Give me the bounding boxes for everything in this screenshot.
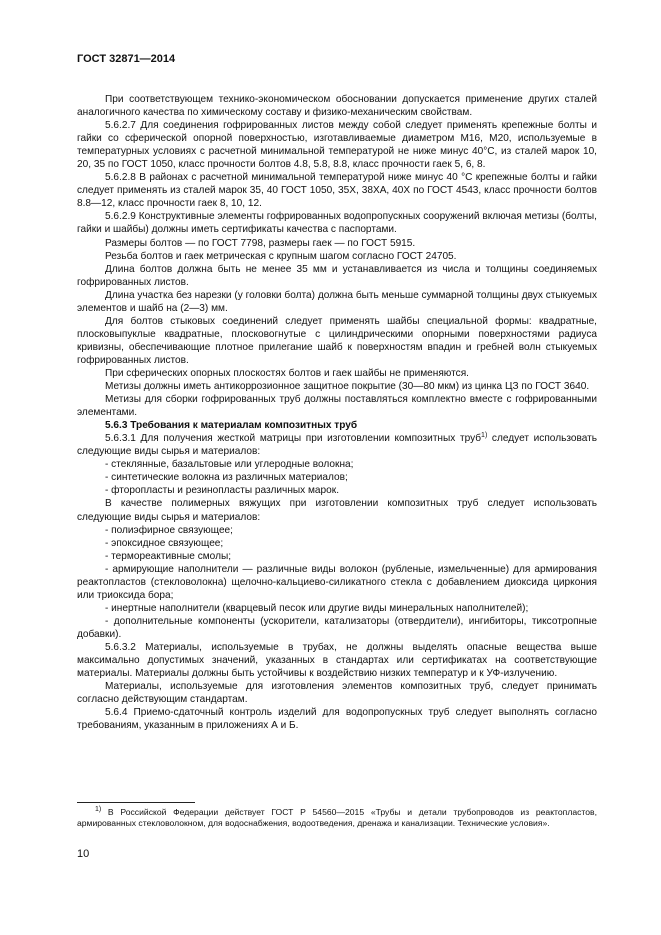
- paragraph-with-footnote: [77, 432, 597, 458]
- footnote-reference: 1): [481, 432, 488, 440]
- footnote-divider: [77, 802, 195, 803]
- list-item: - синтетические волокна из различных материалов;: [105, 472, 348, 484]
- footnote-body: В Российской Федерации действует ГОСТ Р 54560—2015 «Трубы и детали трубопроводов из реактопластов, армированных стекловолокном, для водоснабжения, водоотведения, дренажа и канализации. Технические условия».: [77, 807, 597, 829]
- list-item: - дополнительные компоненты (ускорители, катализаторы (отвердители), ингибиторы, тиксотропные добавки).: [77, 615, 597, 640]
- paragraph-text: 5.6.3.1 Для получения жесткой матрицы при изготовлении композитных труб: [105, 433, 482, 445]
- footnote-mark: 1): [95, 806, 102, 813]
- paragraph: Длина болтов должна быть не менее 35 мм и устанавливается из числа и толщины соединяемых гофрированных листов.: [77, 263, 597, 288]
- paragraph: 5.6.2.8 В районах с расчетной минимальной температурой ниже минус 40 °С крепежные болты и гайки следует применять из сталей марок 35, 40 ГОСТ 1050, 35Х, 38ХА, 40Х по ГОСТ 4543, класс прочности болтов 8.8—12, класс прочности гаек 8, 10, 12.: [77, 172, 597, 210]
- footnote: [77, 807, 597, 829]
- paragraph: 5.6.2.9 Конструктивные элементы гофрированных водопропускных сооружений включая метизы (болты, гайки и шайбы) должны иметь сертификаты качества с паспортами.: [77, 211, 597, 236]
- paragraph: В качестве полимерных вяжущих при изготовлении композитных труб следует использовать следующие виды сырья и материалов:: [77, 498, 597, 523]
- document-body: [77, 93, 597, 732]
- list-item: - эпоксидное связующее;: [105, 537, 224, 549]
- paragraph: При сферических опорных плоскостях болтов и гаек шайбы не применяются.: [105, 367, 469, 379]
- list-item: - стеклянные, базальтовые или углеродные волокна;: [105, 459, 354, 471]
- paragraph: 5.6.3.2 Материалы, используемые в трубах, не должны выделять опасные вещества выше максимально допустимых значений, указанных в стандартах или сертификатах на соответствующие материалы. Материалы должны быть устойчивы к воздействию низких температур и к УФ-излучению.: [77, 641, 597, 680]
- list-item: - инертные наполнители (кварцевый песок или другие виды минеральных наполнителей);: [105, 602, 529, 614]
- section-heading: 5.6.3 Требования к материалам композитных труб: [105, 420, 358, 432]
- page-number: 10: [77, 848, 90, 860]
- list-item: - полиэфирное связующее;: [105, 524, 233, 536]
- paragraph-text-tail: следует использовать следующие виды сырья и материалов:: [77, 433, 597, 458]
- list-item: - армирующие наполнители — различные виды волокон (рубленые, измельченные) для армирования реактопластов (стекловолокна) щелочно-кальциево-силикатного стекла с добавлением диоксида циркония или триоксида бора;: [77, 563, 597, 601]
- paragraph: Метизы для сборки гофрированных труб должны поставляться комплектно вместе с гофрированными элементами.: [77, 394, 597, 419]
- paragraph: Длина участка без нарезки (у головки болта) должна быть меньше суммарной толщины двух стыкуемых элементов и шайб на (2—3) мм.: [77, 289, 597, 314]
- list-item: - фторопласты и резинопласты различных марок.: [105, 485, 339, 497]
- footnote-text: [77, 807, 597, 829]
- document-header: ГОСТ 32871—2014: [77, 53, 176, 65]
- paragraph: Для болтов стыковых соединений следует применять шайбы специальной формы: квадратные, плосковыпуклые квадратные, плосковогнутые с цилиндрическими опорными поверхностями радиуса кривизны, обеспечивающие плотное прилегание шайб к поверхностям впадин и гребней волн стыкуемых гофрированных листов.: [77, 315, 597, 366]
- paragraph: Метизы должны иметь антикоррозионное защитное покрытие (30—80 мкм) из цинка ЦЗ по ГОСТ 3640.: [105, 381, 590, 393]
- paragraph: Размеры болтов — по ГОСТ 7798, размеры гаек — по ГОСТ 5915.: [105, 237, 416, 249]
- paragraph: Материалы, используемые для изготовления элементов композитных труб, следует принимать согласно действующим стандартам.: [77, 681, 597, 706]
- paragraph: 5.6.2.7 Для соединения гофрированных листов между собой следует применять крепежные болты и гайки со сферической опорной поверхностью, изготавливаемые диаметром М16, М20, используемые в температурных условиях с расчетной минимальной температурой не ниже минус 40°С, из сталей марок 10, 20, 35 по ГОСТ 1050, класс прочности болтов 4.8, 5.8, 8.8, класс прочности гаек 5, 6, 8.: [77, 120, 597, 171]
- list-item: - термореактивные смолы;: [105, 550, 232, 562]
- paragraph: При соответствующем технико-экономическом обосновании допускается применение других сталей аналогичного качества по химическому составу и физико-механическим свойствам.: [77, 94, 597, 119]
- paragraph: Резьба болтов и гаек метрическая с крупным шагом согласно ГОСТ 24705.: [105, 250, 457, 262]
- paragraph: 5.6.4 Приемо-сдаточный контроль изделий для водопропускных труб следует выполнять согласно требованиям, указанным в приложениях А и Б.: [77, 707, 597, 732]
